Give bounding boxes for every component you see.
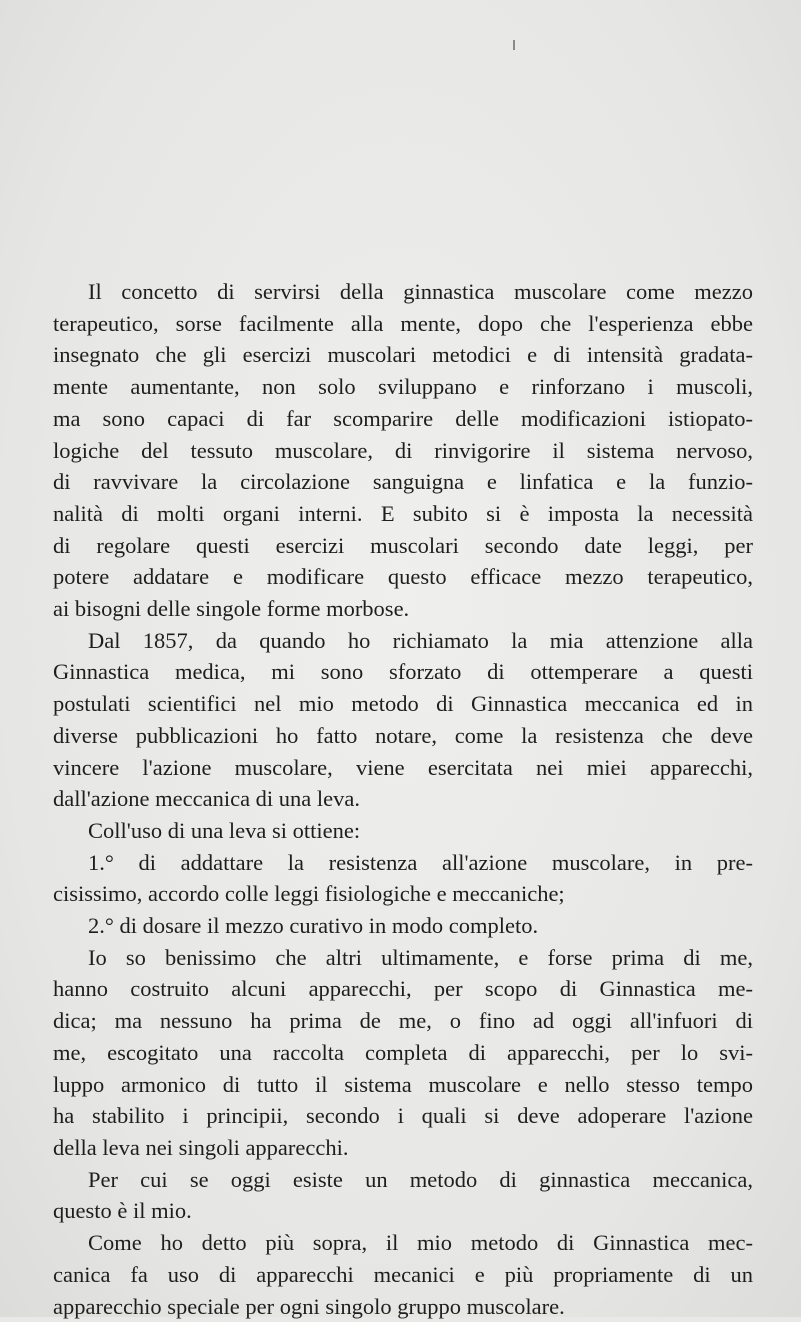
text-line: vincere l'azione muscolare, viene esercitata nei miei apparecchi, (53, 752, 753, 784)
text-line: postulati scientifici nel mio metodo di Ginnastica meccanica ed in (53, 688, 753, 720)
text-line: terapeutico, sorse facilmente alla mente, dopo che l'esperienza ebbe (53, 308, 753, 340)
body-text (53, 276, 753, 1322)
text-line: dall'azione meccanica di una leva. (53, 783, 753, 815)
text-line: me, escogitato una raccolta completa di apparecchi, per lo svi- (53, 1037, 753, 1069)
text-line: hanno costruito alcuni apparecchi, per scopo di Ginnastica me- (53, 973, 753, 1005)
text-line: di ravvivare la circolazione sanguigna e linfatica e la funzio- (53, 466, 753, 498)
text-line: di regolare questi esercizi muscolari secondo date leggi, per (53, 530, 753, 562)
text-line: 1.° di addattare la resistenza all'azione muscolare, in pre- (53, 847, 753, 879)
text-line: Per cui se oggi esiste un metodo di ginnastica meccanica, (53, 1164, 753, 1196)
text-line: Come ho detto più sopra, il mio metodo di Ginnastica mec- (53, 1227, 753, 1259)
text-line: luppo armonico di tutto il sistema muscolare e nello stesso tempo (53, 1069, 753, 1101)
text-line: 2.° di dosare il mezzo curativo in modo completo. (53, 910, 753, 942)
text-line: Io so benissimo che altri ultimamente, e forse prima di me, (53, 942, 753, 974)
text-line: Dal 1857, da quando ho richiamato la mia attenzione alla (53, 625, 753, 657)
text-line: cisissimo, accordo colle leggi fisiologiche e meccaniche; (53, 878, 753, 910)
text-line: apparecchio speciale per ogni singolo gruppo muscolare. (53, 1291, 753, 1322)
text-line: insegnato che gli esercizi muscolari metodici e di intensità gradata- (53, 339, 753, 371)
text-line: mente aumentante, non solo sviluppano e rinforzano i muscoli, (53, 371, 753, 403)
text-line: logiche del tessuto muscolare, di rinvigorire il sistema nervoso, (53, 435, 753, 467)
text-line: Il concetto di servirsi della ginnastica muscolare come mezzo (53, 276, 753, 308)
text-line: ma sono capaci di far scomparire delle modificazioni istiopato- (53, 403, 753, 435)
text-line: Coll'uso di una leva si ottiene: (53, 815, 753, 847)
text-line: diverse pubblicazioni ho fatto notare, come la resistenza che deve (53, 720, 753, 752)
text-line: nalità di molti organi interni. E subito si è imposta la necessità (53, 498, 753, 530)
text-line: della leva nei singoli apparecchi. (53, 1132, 753, 1164)
text-line: questo è il mio. (53, 1195, 753, 1227)
text-line: ai bisogni delle singole forme morbose. (53, 593, 753, 625)
text-line: dica; ma nessuno ha prima de me, o fino ad oggi all'infuori di (53, 1005, 753, 1037)
text-line: Ginnastica medica, mi sono sforzato di ottemperare a questi (53, 656, 753, 688)
text-line: canica fa uso di apparecchi mecanici e più propriamente di un (53, 1259, 753, 1291)
text-line: potere addatare e modificare questo efficace mezzo terapeutico, (53, 561, 753, 593)
printer-mark (513, 40, 515, 50)
text-line: ha stabilito i principii, secondo i quali si deve adoperare l'azione (53, 1100, 753, 1132)
